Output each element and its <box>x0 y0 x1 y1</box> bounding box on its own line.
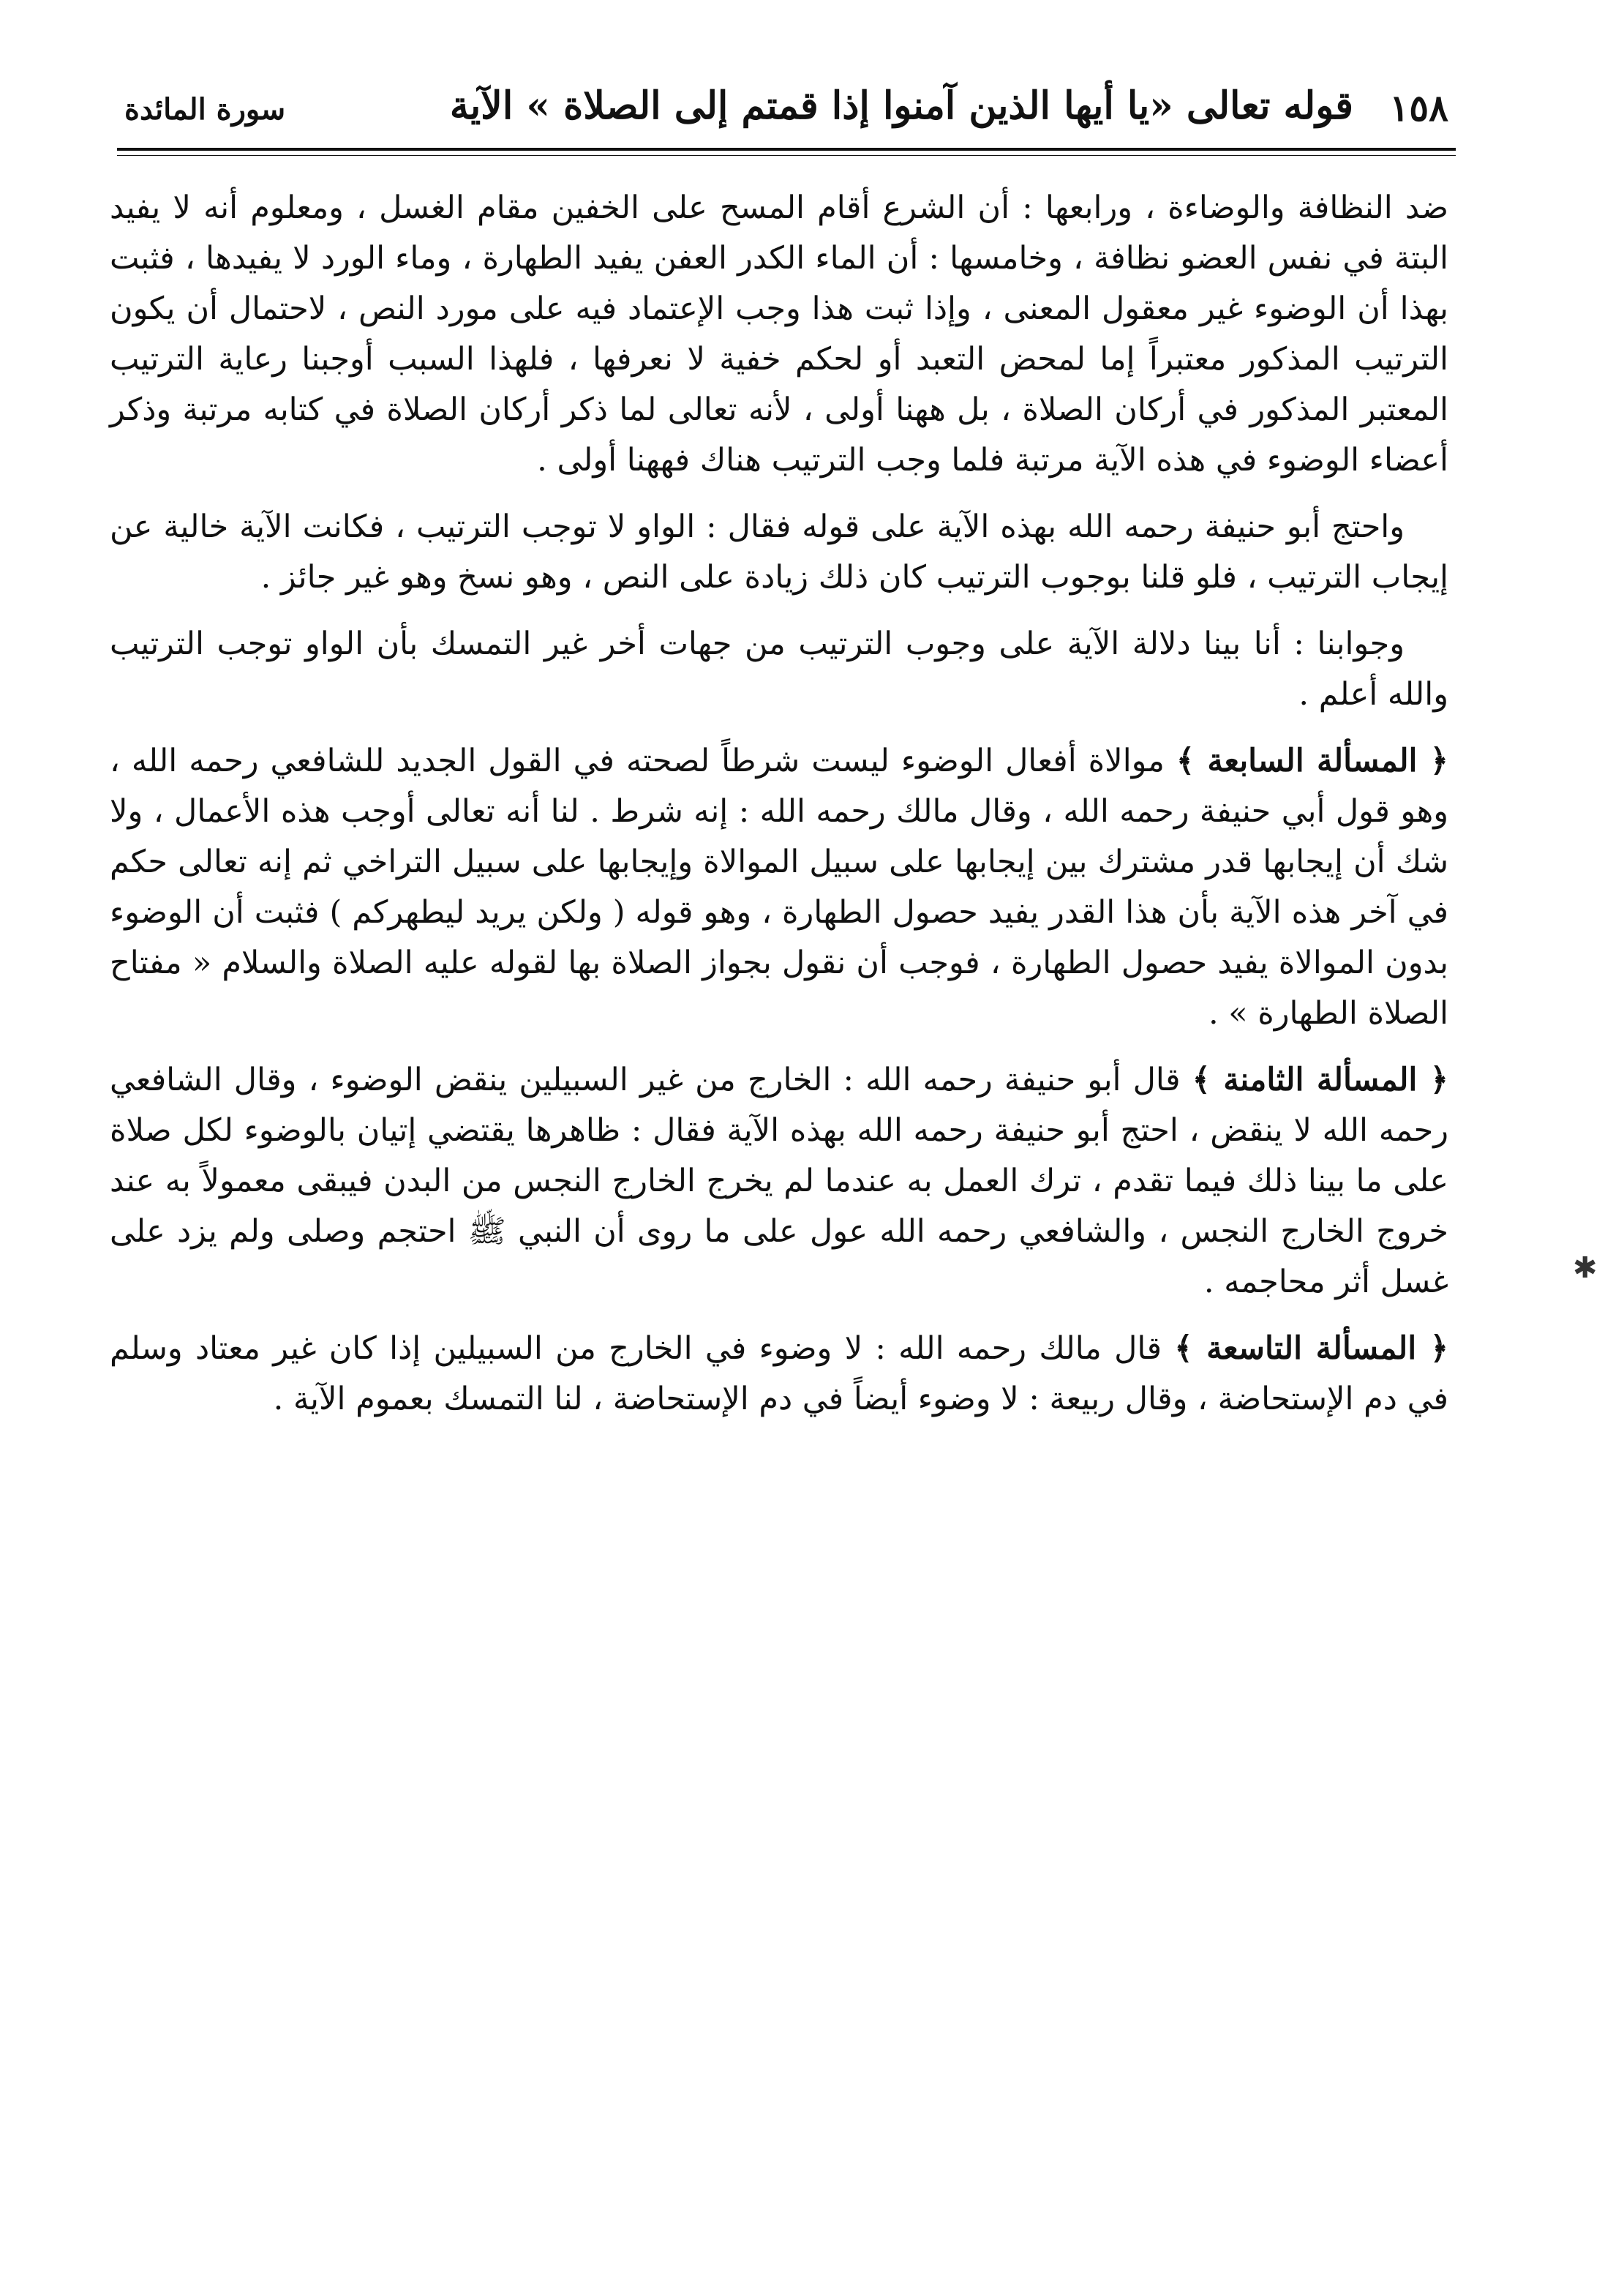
page-number: ١٥٨ <box>1389 86 1448 130</box>
paragraph <box>110 1324 1448 1425</box>
paragraph <box>110 502 1448 603</box>
section-heading: ﴿ المسألة السابعة ﴾ <box>1176 743 1448 779</box>
paragraph-text: واحتج أبو حنيفة رحمه الله بهذه الآية على قوله فقال : الواو لا توجب الترتيب ، فكانت الآية خالية عن إيجاب الترتيب ، فلو قلنا بوجوب الترتيب كان ذلك زيادة على النص ، وهو نسخ وهو غير جائز . <box>110 509 1448 596</box>
paragraph-text: وجوابنا : أنا بينا دلالة الآية على وجوب الترتيب من جهات أخر غير التمسك بأن الواو توجب الترتيب والله أعلم . <box>110 626 1448 713</box>
paragraph-text: موالاة أفعال الوضوء ليست شرطاً لصحته في القول الجديد للشافعي رحمه الله ، وهو قول أبي حنيفة رحمه الله ، وقال مالك رحمه الله : إنه شرط . لنا أنه تعالى أوجب هذه الأعمال ، ولا شك أن إيجابها قدر مشترك بين إيجابها على سبيل الموالاة وإيجابها على سبيل التراخي ثم إنه تعالى حكم في آخر هذه الآية بأن هذا القدر يفيد حصول الطهارة ، وهو قوله ( ولكن يريد ليطهركم ) فثبت أن الوضوء بدون الموالاة يفيد حصول الطهارة ، فوجب أن نقول بجواز الصلاة بها لقوله عليه الصلاة والسلام « مفتاح الصلاة الطهارة » . <box>110 743 1448 1032</box>
header-rule-thin <box>117 155 1456 156</box>
body-text <box>110 183 1448 1441</box>
section-heading: ﴿ المسألة الثامنة ﴾ <box>1192 1062 1448 1098</box>
running-title: قوله تعالى «يا أيها الذين آمنوا إذا قمتم إلى الصلاة » الآية <box>449 83 1353 128</box>
paragraph <box>110 736 1448 1039</box>
page-header <box>117 70 1456 140</box>
paragraph <box>110 183 1448 486</box>
margin-mark-icon: ✱ <box>1573 1251 1598 1285</box>
paragraph-text: قال مالك رحمه الله : لا وضوء في الخارج من السبيلين إذا كان غير معتاد وسلم في دم الإستحاضة ، وقال ربيعة : لا وضوء أيضاً في دم الإستحاضة ، لنا التمسك بعموم الآية . <box>110 1330 1448 1417</box>
paragraph-text: ضد النظافة والوضاءة ، ورابعها : أن الشرع أقام المسح على الخفين مقام الغسل ، ومعلوم أنه لا يفيد البتة في نفس العضو نظافة ، وخامسها : أن الماء الكدر العفن يفيد الطهارة ، وماء الورد لا يفيدها ، فثبت بهذا أن الوضوء غير معقول المعنى ، وإذا ثبت هذا وجب الإعتماد فيه على مورد النص ، لاحتمال أن يكون الترتيب المذكور معتبراً إما لمحض التعبد أو لحكم خفية لا نعرفها ، فلهذا السبب أوجبنا رعاية الترتيب المعتبر المذكور في أركان الصلاة ، بل ههنا أولى ، لأنه تعالى لما ذكر أركان الصلاة في كتابه مرتبة وذكر أعضاء الوضوء في هذه الآية مرتبة فلما وجب الترتيب هناك فههنا أولى . <box>110 190 1449 479</box>
section-heading: ﴿ المسألة التاسعة ﴾ <box>1174 1330 1448 1367</box>
paragraph <box>110 1055 1448 1308</box>
surah-name: سورة المائدة <box>124 92 286 127</box>
paragraph-text: قال أبو حنيفة رحمه الله : الخارج من غير السبيلين ينقض الوضوء ، وقال الشافعي رحمه الله لا ينقض ، احتج أبو حنيفة رحمه الله بهذه الآية فقال : ظاهرها يقتضي إتيان بالوضوء لكل صلاة على ما بينا ذلك فيما تقدم ، ترك العمل به عندما لم يخرج الخارج النجس من البدن فيبقى معمولاً به عند خروج الخارج النجس ، والشافعي رحمه الله عول على ما روى أن النبي ﷺ احتجم وصلى ولم يزد على غسل أثر محاجمه . <box>110 1062 1448 1300</box>
paragraph <box>110 619 1448 720</box>
header-rule <box>117 148 1456 151</box>
